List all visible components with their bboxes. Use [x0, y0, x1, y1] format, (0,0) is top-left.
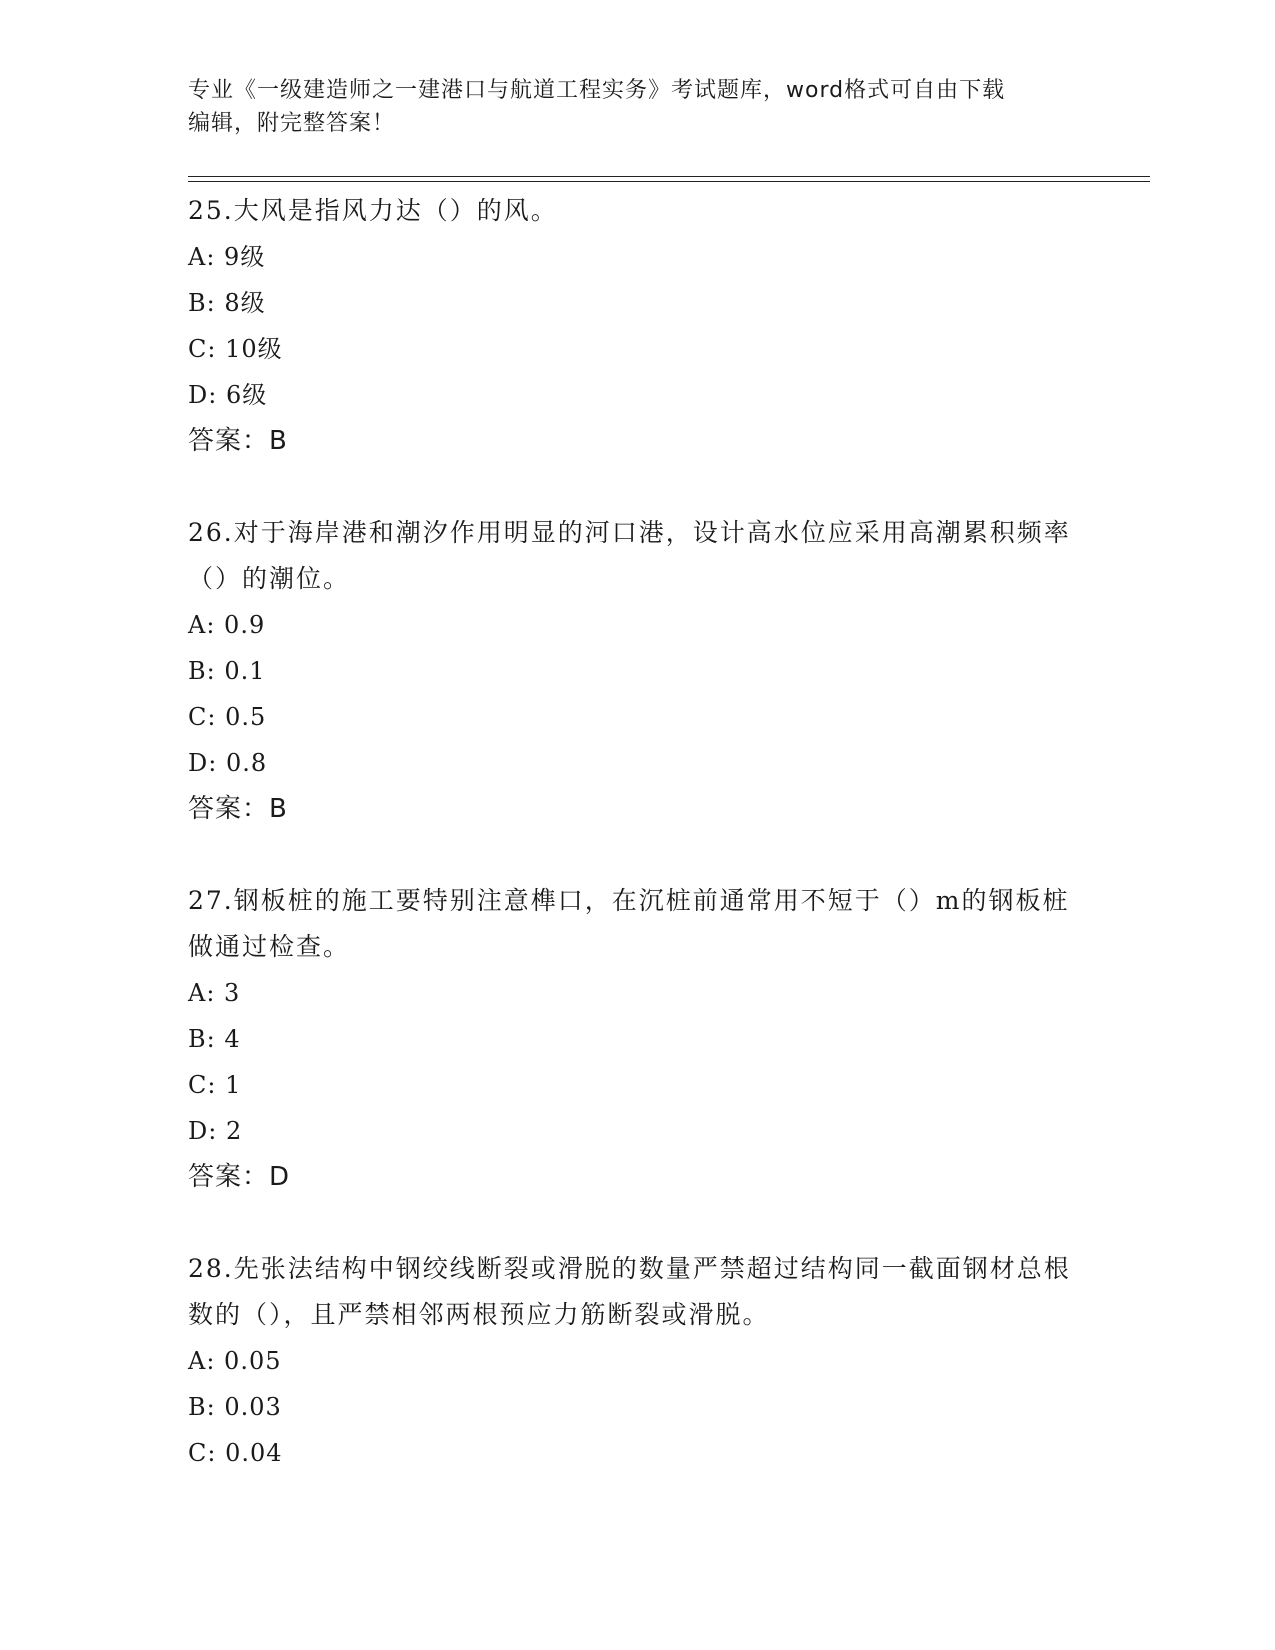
question-stem: 26.对于海岸港和潮汐作用明显的河口港，设计高水位应采用高潮累积频率（）的潮位。	[188, 518, 1071, 593]
option-d: D: 2	[188, 1117, 243, 1145]
option-c: C: 0.5	[188, 703, 267, 731]
option-b: B: 4	[188, 1025, 241, 1053]
option-d: D: 6级	[188, 381, 268, 409]
question-stem: 25.大风是指风力达（）的风。	[188, 196, 558, 225]
question-25	[188, 188, 1088, 464]
header-line-2: 编辑，附完整答案！	[188, 111, 396, 136]
header-line-1: 专业《一级建造师之一建港口与航道工程实务》考试题库，word格式可自由下载	[188, 78, 1006, 103]
question-26	[188, 510, 1088, 832]
option-a: A: 0.05	[188, 1347, 282, 1375]
answer-line: 答案：B	[188, 794, 288, 824]
question-stem: 28.先张法结构中钢绞线断裂或滑脱的数量严禁超过结构同一截面钢材总根数的（），且严禁相邻两根预应力筋断裂或滑脱。	[188, 1254, 1071, 1329]
option-a: A: 0.9	[188, 611, 266, 639]
question-28	[188, 1246, 1088, 1476]
option-a: A: 3	[188, 979, 241, 1007]
option-c: C: 0.04	[188, 1439, 283, 1467]
header-divider-bottom	[188, 181, 1150, 182]
answer-line: 答案：B	[188, 426, 288, 456]
option-b: B: 8级	[188, 289, 266, 317]
option-b: B: 0.1	[188, 657, 266, 685]
document-header	[188, 74, 1088, 140]
answer-line: 答案：D	[188, 1162, 291, 1192]
question-27	[188, 878, 1088, 1200]
header-divider-top	[188, 176, 1150, 177]
question-stem: 27.钢板桩的施工要特别注意榫口，在沉桩前通常用不短于（）m的钢板桩做通过检查。	[188, 886, 1070, 961]
option-b: B: 0.03	[188, 1393, 282, 1421]
option-a: A: 9级	[188, 243, 266, 271]
option-c: C: 1	[188, 1071, 242, 1099]
option-c: C: 10级	[188, 335, 283, 363]
question-list	[188, 188, 1088, 1522]
option-d: D: 0.8	[188, 749, 268, 777]
